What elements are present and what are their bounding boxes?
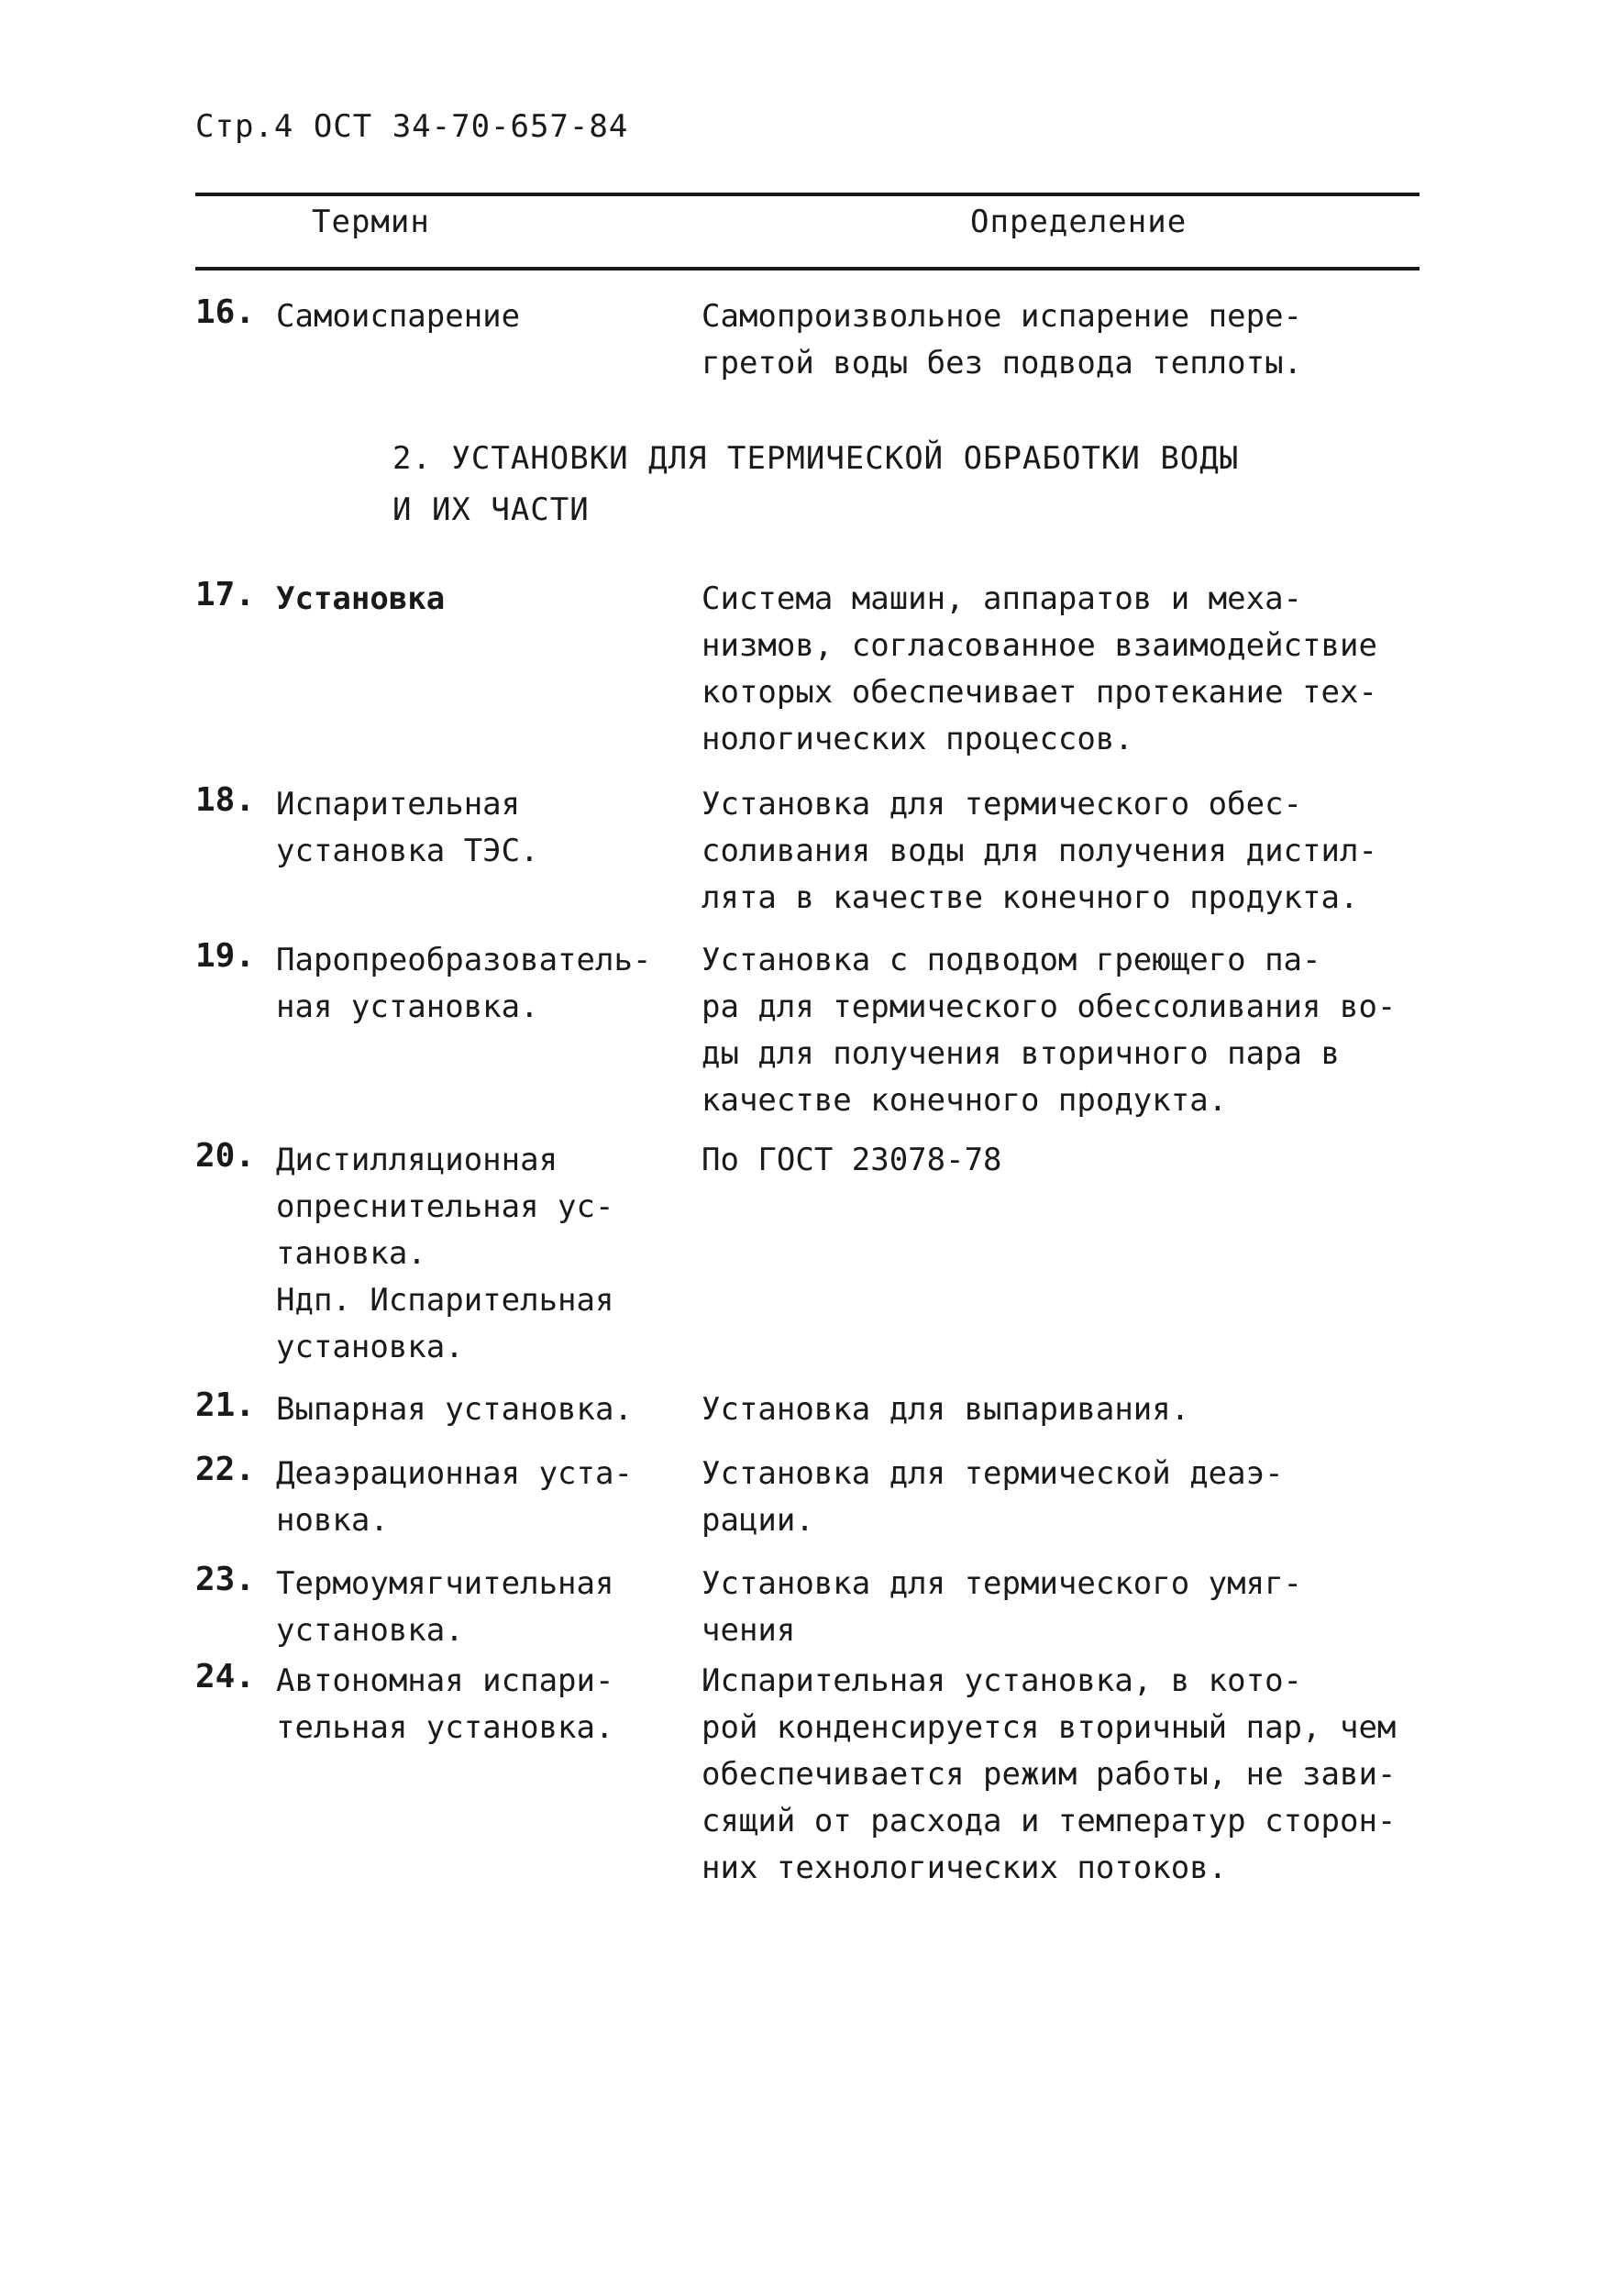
entry-number: 22. [195, 1451, 256, 1488]
entry-definition: Установка для термической деаэ- рации. [702, 1455, 1284, 1539]
entry-term: Паропреобразователь- ная установка. [276, 942, 652, 1025]
table-header-rule [195, 267, 1420, 271]
entry-number: 20. [195, 1137, 256, 1175]
table-top-rule [195, 193, 1420, 196]
entry-number: 21. [195, 1386, 256, 1424]
column-header-definition: Определение [970, 204, 1188, 240]
entry-definition: Испарительная установка, в кото- рой конденсируется вторичный пар, чем обеспечивается режим работы, не зави- сящий от расхода и температур сторон- них технологических потоков. [702, 1662, 1397, 1886]
entry-term: Деаэрационная уста- новка. [276, 1455, 633, 1539]
entry-number: 16. [195, 293, 256, 331]
entry-definition: Установка для термического умяг- чения [702, 1565, 1303, 1649]
column-header-term: Термин [312, 204, 430, 240]
page-header: Стр.4 ОСТ 34-70-657-84 [195, 108, 629, 145]
entry-number: 23. [195, 1561, 256, 1598]
entry-number: 24. [195, 1658, 256, 1695]
entry-term: Испарительная установка ТЭС. [276, 786, 539, 869]
entry-number: 18. [195, 781, 256, 819]
entry-number: 19. [195, 937, 256, 975]
entry-definition: Система машин, аппаратов и меха- низмов, согласованное взаимодействие которых обеспечивает протекание тех- нологических процессов. [702, 580, 1377, 757]
entry-term: Установка [276, 580, 446, 617]
entry-definition: Установка для термического обес- соливания воды для получения дистил- лята в качестве конечного продукта. [702, 786, 1377, 916]
section-heading: 2. УСТАНОВКИ ДЛЯ ТЕРМИЧЕСКОЙ ОБРАБОТКИ ВОДЫ И ИХ ЧАСТИ [392, 440, 1240, 528]
entry-definition: Установка с подводом греющего па- ра для термического обессоливания во- ды для получения вторичного пара в качестве конечного продукта. [702, 942, 1397, 1119]
entry-term: Выпарная установка. [276, 1391, 633, 1428]
entry-term: Термоумягчительная установка. [276, 1565, 614, 1649]
entry-definition: Самопроизвольное испарение пере- гретой воды без подвода теплоты. [702, 298, 1303, 381]
entry-term: Автономная испари- тельная установка. [276, 1662, 614, 1746]
entry-definition: Установка для выпаривания. [702, 1391, 1190, 1428]
entry-term: Самоиспарение [276, 298, 521, 335]
entry-term: Дистилляционная опреснительная ус- тановка. Ндп. Испарительная установка. [276, 1142, 614, 1365]
entry-definition: По ГОСТ 23078-78 [702, 1142, 1002, 1178]
entry-number: 17. [195, 576, 256, 613]
